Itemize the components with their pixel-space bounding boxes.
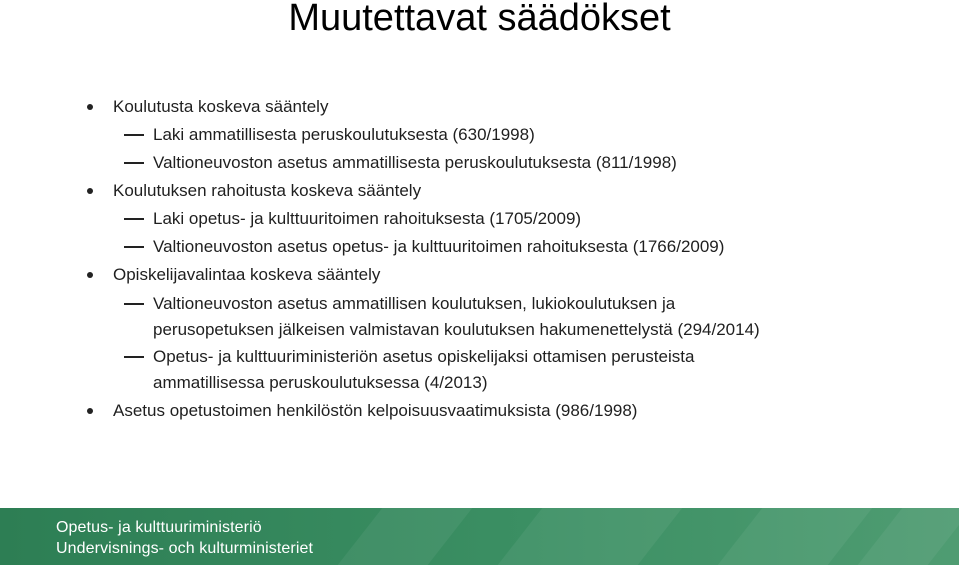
sub-list-item: Valtioneuvoston asetus opetus- ja kulttuuritoimen rahoituksesta (1766/2009) — [153, 237, 725, 256]
list-item: Koulutuksen rahoitusta koskeva sääntely — [113, 181, 422, 200]
dash-mark — [124, 356, 144, 358]
dash-mark — [124, 162, 144, 164]
ministry-name-swedish: Undervisnings- och kulturministeriet — [56, 540, 314, 557]
dash-mark — [124, 303, 144, 305]
sub-list-item: Laki ammatillisesta peruskoulutuksesta (630/1998) — [153, 125, 535, 144]
dash-mark — [124, 246, 144, 248]
sub-list-item-line: Valtioneuvoston asetus ammatillisen koulutuksen, lukiokoulutuksen ja — [153, 294, 676, 313]
sub-list-item: Valtioneuvoston asetus ammatillisesta peruskoulutuksesta (811/1998) — [153, 153, 677, 172]
footer-banner — [0, 508, 959, 565]
bullet-dot — [87, 188, 93, 194]
sub-list-item-line: Opetus- ja kulttuuriministeriön asetus opiskelijaksi ottamisen perusteista — [153, 347, 695, 366]
sub-list-item-line: ammatillisessa peruskoulutuksessa (4/2013) — [153, 373, 488, 392]
sub-list-item-line: perusopetuksen jälkeisen valmistavan koulutuksen hakumenettelystä (294/2014) — [153, 320, 760, 339]
dash-mark — [124, 134, 144, 136]
slide-title: Muutettavat säädökset — [288, 0, 671, 39]
bullet-dot — [87, 104, 93, 110]
bullet-dot — [87, 272, 93, 278]
ministry-name-finnish: Opetus- ja kulttuuriministeriö — [56, 519, 262, 536]
list-item: Koulutusta koskeva sääntely — [113, 97, 329, 116]
sub-list-item: Laki opetus- ja kulttuuritoimen rahoituksesta (1705/2009) — [153, 209, 582, 228]
list-item: Opiskelijavalintaa koskeva sääntely — [113, 265, 381, 284]
list-item: Asetus opetustoimen henkilöstön kelpoisuusvaatimuksista (986/1998) — [113, 401, 638, 420]
bullet-dot — [87, 408, 93, 414]
dash-mark — [124, 218, 144, 220]
